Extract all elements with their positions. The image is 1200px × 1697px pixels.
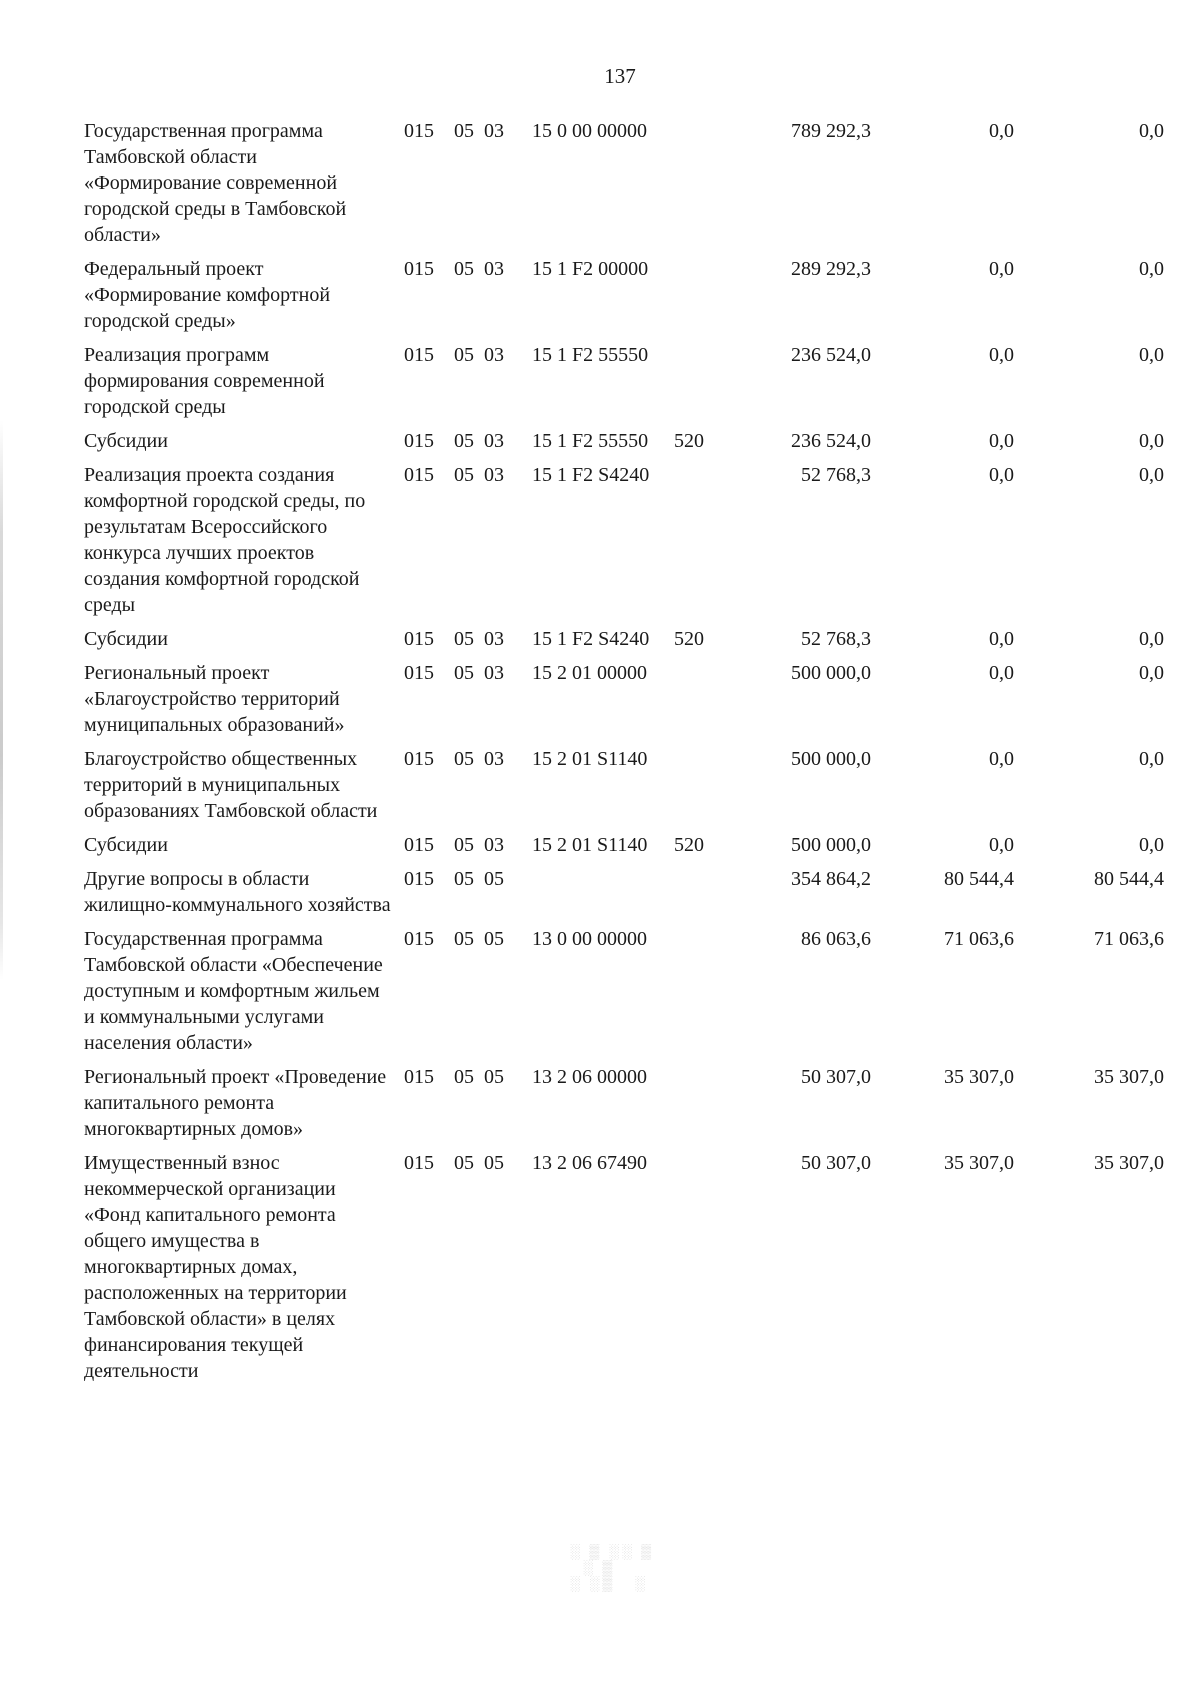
row-subsection-code: 03 [484, 834, 504, 856]
row-amount-3: 80 544,4 [1094, 868, 1164, 890]
row-amount-2: 71 063,6 [944, 928, 1014, 950]
row-subsection-code: 03 [484, 258, 504, 280]
budget-table-body [84, 118, 1164, 1392]
row-amount-2: 0,0 [989, 834, 1014, 856]
row-amount-1: 52 768,3 [801, 464, 871, 486]
row-subsection-code: 03 [484, 344, 504, 366]
row-target-article [526, 866, 674, 926]
row-amount-1: 289 292,3 [791, 258, 871, 280]
row-amount-2: 0,0 [989, 120, 1014, 142]
row-target-article: 15 1 F2 00000 [532, 258, 649, 280]
row-amount-1: 354 864,2 [791, 868, 871, 890]
row-ministry-code: 015 [404, 258, 434, 280]
row-section-code: 05 [454, 120, 474, 142]
row-expense-type [674, 118, 724, 256]
table-row [84, 118, 1164, 256]
row-expense-type [674, 866, 724, 926]
table-row [84, 866, 1164, 926]
row-amount-3: 0,0 [1139, 834, 1164, 856]
row-amount-2: 0,0 [989, 662, 1014, 684]
row-target-article: 15 1 F2 S4240 [532, 464, 650, 486]
row-expense-type [674, 660, 724, 746]
row-name: Государственная программа Тамбовской области «Обеспечение доступным и комфортным жильем и коммунальными услугами населения области» [84, 928, 383, 1054]
row-ministry-code: 015 [404, 120, 434, 142]
table-row [84, 926, 1164, 1064]
row-subsection-code: 05 [484, 868, 504, 890]
row-target-article: 15 2 01 S1140 [532, 834, 648, 856]
row-expense-type [674, 1150, 724, 1392]
table-row [84, 832, 1164, 866]
row-subsection-code: 03 [484, 120, 504, 142]
row-name: Имущественный взнос некоммерческой организации «Фонд капитального ремонта общего имущества в многоквартирных домах, расположенных на территории Тамбовской области» в целях финансирования текущей деятельности [84, 1152, 347, 1382]
row-ministry-code: 015 [404, 628, 434, 650]
row-section-code: 05 [454, 464, 474, 486]
row-subsection-code: 03 [484, 464, 504, 486]
row-section-code: 05 [454, 662, 474, 684]
budget-table [84, 118, 1164, 1392]
row-subsection-code: 05 [484, 1152, 504, 1174]
row-amount-3: 35 307,0 [1094, 1066, 1164, 1088]
row-target-article: 13 0 00 00000 [532, 928, 647, 950]
row-expense-type: 520 [674, 628, 704, 650]
row-expense-type [674, 256, 724, 342]
row-amount-3: 71 063,6 [1094, 928, 1164, 950]
row-section-code: 05 [454, 1066, 474, 1088]
row-section-code: 05 [454, 868, 474, 890]
row-name: Другие вопросы в области жилищно-коммунального хозяйства [84, 868, 391, 916]
table-row [84, 428, 1164, 462]
row-target-article: 13 2 06 00000 [532, 1066, 647, 1088]
row-target-article: 15 1 F2 55550 [532, 344, 649, 366]
row-subsection-code: 03 [484, 748, 504, 770]
row-name: Государственная программа Тамбовской области «Формирование современной городской среды в Тамбовской области» [84, 120, 347, 246]
row-amount-1: 500 000,0 [791, 748, 871, 770]
row-name: Субсидии [84, 834, 168, 856]
row-target-article: 13 2 06 67490 [532, 1152, 647, 1174]
row-amount-2: 35 307,0 [944, 1152, 1014, 1174]
row-amount-3: 0,0 [1139, 120, 1164, 142]
row-ministry-code: 015 [404, 464, 434, 486]
row-subsection-code: 05 [484, 928, 504, 950]
row-ministry-code: 015 [404, 662, 434, 684]
scan-edge-artifact [0, 420, 3, 980]
row-amount-2: 0,0 [989, 748, 1014, 770]
row-expense-type [674, 342, 724, 428]
row-amount-1: 500 000,0 [791, 834, 871, 856]
row-ministry-code: 015 [404, 868, 434, 890]
row-target-article: 15 2 01 S1140 [532, 748, 648, 770]
row-amount-2: 0,0 [989, 258, 1014, 280]
row-name: Федеральный проект «Формирование комфортной городской среды» [84, 258, 331, 332]
row-ministry-code: 015 [404, 928, 434, 950]
row-target-article: 15 0 00 00000 [532, 120, 647, 142]
row-amount-1: 52 768,3 [801, 628, 871, 650]
row-target-article: 15 1 F2 55550 [532, 430, 649, 452]
row-name: Субсидии [84, 628, 168, 650]
row-name: Благоустройство общественных территорий в муниципальных образованиях Тамбовской области [84, 748, 378, 822]
row-target-article: 15 2 01 00000 [532, 662, 647, 684]
row-section-code: 05 [454, 928, 474, 950]
row-subsection-code: 05 [484, 1066, 504, 1088]
row-amount-2: 0,0 [989, 344, 1014, 366]
row-name: Реализация проекта создания комфортной городской среды, по результатам Всероссийского конкурса лучших проектов создания комфортной городской среды [84, 464, 366, 616]
row-amount-1: 86 063,6 [801, 928, 871, 950]
row-ministry-code: 015 [404, 1152, 434, 1174]
faded-stamp-smudge: ░ ▒ ░░ ▒ ░ ▒ ░ ░▒ ░ [570, 1545, 655, 1592]
row-subsection-code: 03 [484, 628, 504, 650]
table-row [84, 626, 1164, 660]
row-expense-type [674, 462, 724, 626]
row-amount-2: 35 307,0 [944, 1066, 1014, 1088]
row-name: Реализация программ формирования современной городской среды [84, 344, 325, 418]
table-row [84, 746, 1164, 832]
row-name: Субсидии [84, 430, 168, 452]
table-row [84, 660, 1164, 746]
row-section-code: 05 [454, 834, 474, 856]
row-target-article: 15 1 F2 S4240 [532, 628, 650, 650]
row-section-code: 05 [454, 430, 474, 452]
row-amount-2: 80 544,4 [944, 868, 1014, 890]
row-section-code: 05 [454, 628, 474, 650]
row-amount-1: 500 000,0 [791, 662, 871, 684]
row-section-code: 05 [454, 258, 474, 280]
row-ministry-code: 015 [404, 748, 434, 770]
row-expense-type [674, 746, 724, 832]
table-row [84, 1150, 1164, 1392]
row-amount-3: 0,0 [1139, 344, 1164, 366]
row-amount-1: 236 524,0 [791, 430, 871, 452]
row-amount-1: 789 292,3 [791, 120, 871, 142]
row-ministry-code: 015 [404, 430, 434, 452]
row-subsection-code: 03 [484, 662, 504, 684]
page-number: 137 [604, 64, 636, 88]
row-ministry-code: 015 [404, 344, 434, 366]
table-row [84, 342, 1164, 428]
row-amount-3: 0,0 [1139, 628, 1164, 650]
table-row [84, 1064, 1164, 1150]
row-amount-3: 0,0 [1139, 258, 1164, 280]
row-expense-type [674, 926, 724, 1064]
row-amount-3: 0,0 [1139, 662, 1164, 684]
row-amount-3: 0,0 [1139, 464, 1164, 486]
row-amount-2: 0,0 [989, 628, 1014, 650]
row-ministry-code: 015 [404, 834, 434, 856]
row-section-code: 05 [454, 748, 474, 770]
row-amount-1: 50 307,0 [801, 1066, 871, 1088]
row-amount-2: 0,0 [989, 464, 1014, 486]
row-name: Региональный проект «Благоустройство территорий муниципальных образований» [84, 662, 345, 736]
table-row [84, 256, 1164, 342]
row-expense-type [674, 1064, 724, 1150]
row-expense-type: 520 [674, 430, 704, 452]
row-ministry-code: 015 [404, 1066, 434, 1088]
row-subsection-code: 03 [484, 430, 504, 452]
row-amount-2: 0,0 [989, 430, 1014, 452]
row-amount-3: 0,0 [1139, 430, 1164, 452]
row-section-code: 05 [454, 344, 474, 366]
row-expense-type: 520 [674, 834, 704, 856]
row-amount-3: 0,0 [1139, 748, 1164, 770]
row-amount-1: 236 524,0 [791, 344, 871, 366]
row-amount-3: 35 307,0 [1094, 1152, 1164, 1174]
row-section-code: 05 [454, 1152, 474, 1174]
row-amount-1: 50 307,0 [801, 1152, 871, 1174]
table-row [84, 462, 1164, 626]
row-name: Региональный проект «Проведение капитального ремонта многоквартирных домов» [84, 1066, 387, 1140]
